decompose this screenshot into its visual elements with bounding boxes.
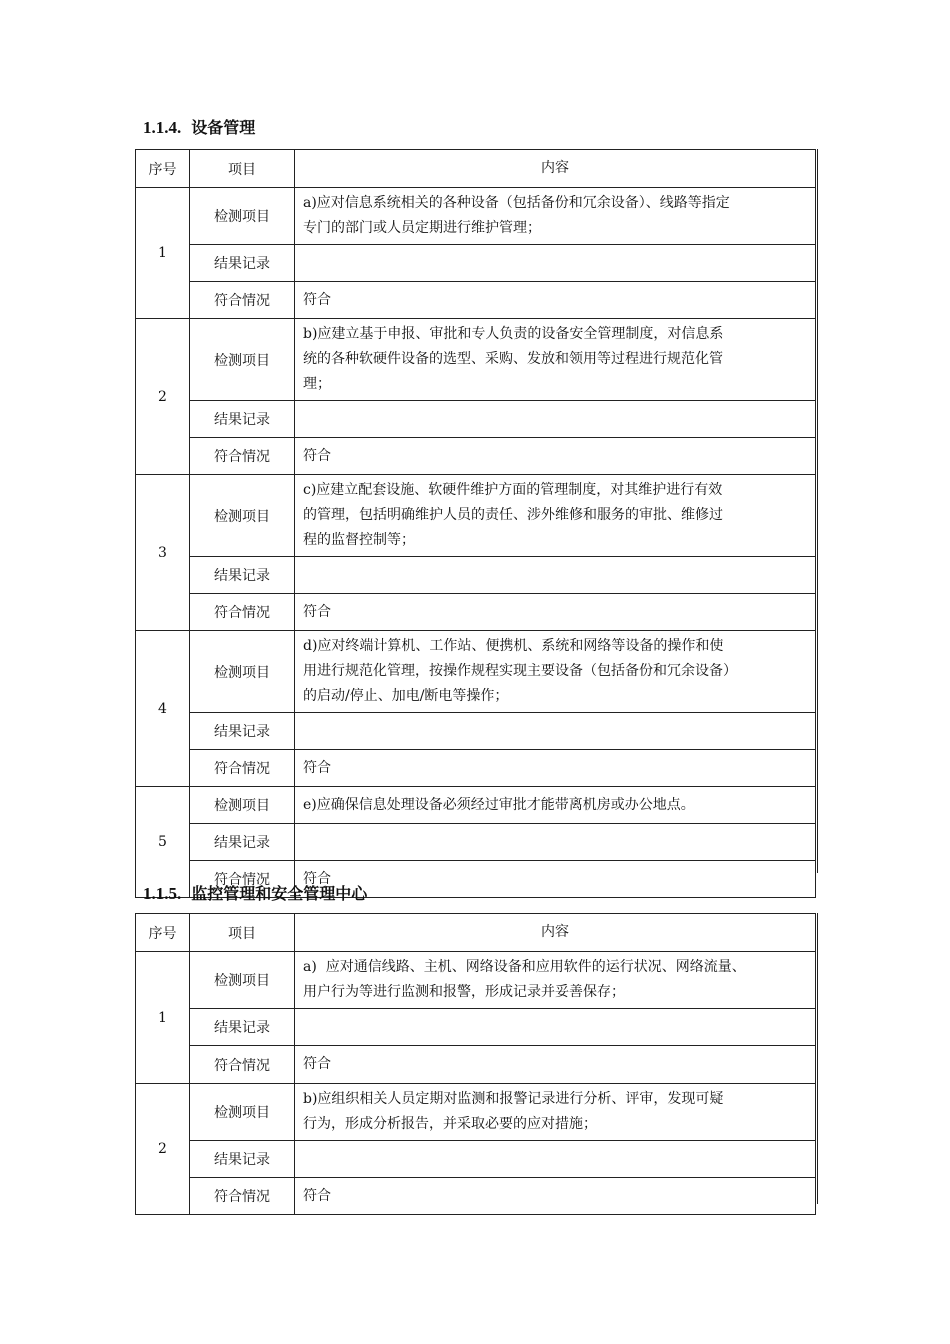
table-row — [136, 1084, 816, 1141]
table-right-edge — [817, 913, 818, 1204]
header-content: 内容 — [295, 914, 816, 952]
conform-value: 符合 — [295, 1178, 816, 1215]
table-row — [136, 282, 816, 319]
table-row — [136, 557, 816, 594]
table-row — [136, 1141, 816, 1178]
check-content: a) 应对通信线路、主机、网络设备和应用软件的运行状况、网络流量、 用户行为等进行监测和报警，形成记录并妥善保存； — [295, 952, 816, 1009]
monitoring-management-table — [135, 913, 816, 1215]
seq-cell: 2 — [136, 319, 190, 475]
table-header-row — [136, 914, 816, 952]
result-label: 结果记录 — [190, 557, 295, 594]
table-row — [136, 188, 816, 245]
header-content: 内容 — [295, 150, 816, 188]
conform-value: 符合 — [295, 861, 816, 898]
section-number: 1.1.4. — [143, 118, 182, 137]
result-label: 结果记录 — [190, 1141, 295, 1178]
table-row — [136, 475, 816, 557]
table-row — [136, 631, 816, 713]
seq-cell: 1 — [136, 188, 190, 319]
result-value — [295, 401, 816, 438]
conform-label: 符合情况 — [190, 282, 295, 319]
table-right-edge — [817, 149, 818, 873]
result-label: 结果记录 — [190, 401, 295, 438]
conform-label: 符合情况 — [190, 438, 295, 475]
table-header-row — [136, 150, 816, 188]
seq-cell: 3 — [136, 475, 190, 631]
conform-label: 符合情况 — [190, 594, 295, 631]
table-row — [136, 319, 816, 401]
section-title: 设备管理 — [191, 118, 256, 137]
check-label: 检测项目 — [190, 188, 295, 245]
conform-value: 符合 — [295, 750, 816, 787]
section-title: 监控管理和安全管理中心 — [191, 884, 368, 903]
table-row — [136, 824, 816, 861]
result-label: 结果记录 — [190, 713, 295, 750]
seq-cell: 2 — [136, 1084, 190, 1215]
check-label: 检测项目 — [190, 319, 295, 401]
check-label: 检测项目 — [190, 1084, 295, 1141]
result-value — [295, 245, 816, 282]
conform-label: 符合情况 — [190, 861, 295, 898]
result-value — [295, 824, 816, 861]
section-heading-1-1-5 — [143, 881, 367, 904]
seq-cell: 4 — [136, 631, 190, 787]
section-number: 1.1.5. — [143, 884, 182, 903]
table-row — [136, 594, 816, 631]
check-label: 检测项目 — [190, 787, 295, 824]
conform-label: 符合情况 — [190, 1178, 295, 1215]
table-row — [136, 438, 816, 475]
conform-value: 符合 — [295, 438, 816, 475]
seq-cell: 5 — [136, 787, 190, 898]
check-content: b)应建立基于申报、审批和专人负责的设备安全管理制度，对信息系 统的各种软硬件设备的选型、采购、发放和领用等过程进行规范化管 理； — [295, 319, 816, 401]
result-value — [295, 557, 816, 594]
result-value — [295, 1141, 816, 1178]
check-content: b)应组织相关人员定期对监测和报警记录进行分析、评审，发现可疑 行为，形成分析报告，并采取必要的应对措施； — [295, 1084, 816, 1141]
result-value — [295, 1009, 816, 1046]
table-row — [136, 1046, 816, 1084]
table-row — [136, 750, 816, 787]
result-label: 结果记录 — [190, 1009, 295, 1046]
conform-label: 符合情况 — [190, 750, 295, 787]
check-label: 检测项目 — [190, 631, 295, 713]
conform-label: 符合情况 — [190, 1046, 295, 1084]
result-value — [295, 713, 816, 750]
header-seq: 序号 — [136, 914, 190, 952]
header-seq: 序号 — [136, 150, 190, 188]
seq-cell: 1 — [136, 952, 190, 1084]
header-item: 项目 — [190, 150, 295, 188]
table-row — [136, 1009, 816, 1046]
check-content: a)应对信息系统相关的各种设备（包括备份和冗余设备）、线路等指定 专门的部门或人员定期进行维护管理； — [295, 188, 816, 245]
table-row — [136, 952, 816, 1009]
table-row — [136, 245, 816, 282]
check-content: c)应建立配套设施、软硬件维护方面的管理制度，对其维护进行有效 的管理，包括明确维护人员的责任、涉外维修和服务的审批、维修过 程的监督控制等； — [295, 475, 816, 557]
table-row — [136, 401, 816, 438]
check-label: 检测项目 — [190, 475, 295, 557]
header-item: 项目 — [190, 914, 295, 952]
conform-value: 符合 — [295, 282, 816, 319]
conform-value: 符合 — [295, 594, 816, 631]
table-row — [136, 713, 816, 750]
check-content: e)应确保信息处理设备必须经过审批才能带离机房或办公地点。 — [295, 787, 816, 824]
result-label: 结果记录 — [190, 824, 295, 861]
table-row — [136, 1178, 816, 1215]
section-heading-1-1-4 — [143, 115, 255, 138]
check-label: 检测项目 — [190, 952, 295, 1009]
result-label: 结果记录 — [190, 245, 295, 282]
table-row — [136, 787, 816, 824]
conform-value: 符合 — [295, 1046, 816, 1084]
check-content: d)应对终端计算机、工作站、便携机、系统和网络等设备的操作和使 用进行规范化管理，按操作规程实现主要设备（包括备份和冗余设备） 的启动/停止、加电/断电等操作； — [295, 631, 816, 713]
equipment-management-table — [135, 149, 816, 898]
